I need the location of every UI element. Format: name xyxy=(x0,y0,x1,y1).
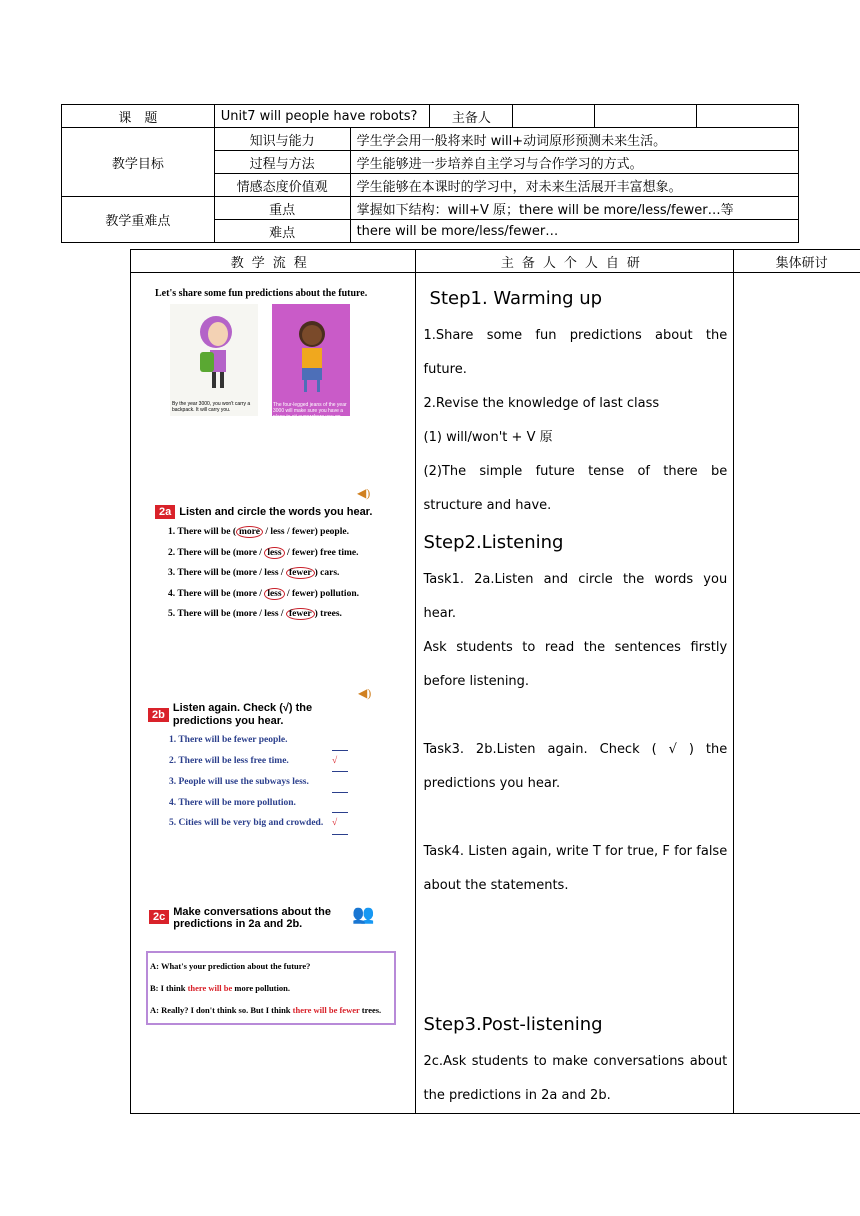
keypoints-label: 教学重难点 xyxy=(62,197,215,243)
objective-text: 学生能够在本课时的学习中，对未来生活展开丰富想象。 xyxy=(350,174,798,197)
speaker-icon: ◀) xyxy=(357,486,371,500)
circled-word: more xyxy=(236,526,263,538)
circled-word: less xyxy=(264,588,284,600)
check-mark: √ xyxy=(332,751,348,773)
step3-item: 2c.Ask students to make conversations about the predictions in 2a and 2b. xyxy=(423,1054,728,1103)
keypoint-text: 掌握如下结构：will+V 原；there will be more/less/fewer…等 xyxy=(350,197,798,220)
exercise-2b-item: 3. People will use the subways less. xyxy=(169,772,383,793)
lesson-info-table xyxy=(61,104,799,243)
exercise-2b-item: 2. There will be less free time. √ xyxy=(169,751,383,773)
circled-word: fewer xyxy=(286,567,315,579)
exercise-2c-title: Make conversations about the predictions in 2a and 2b. xyxy=(173,906,331,930)
header-self-study: 主备人个人自研 xyxy=(415,250,734,273)
objective-text: 学生学会用一般将来时 will+动词原形预测未来生活。 xyxy=(350,128,798,151)
objective-aspect: 过程与方法 xyxy=(214,151,350,174)
exercise-2c-panel xyxy=(146,906,396,1025)
backpack-cartoon xyxy=(170,304,258,416)
circled-word: less xyxy=(264,547,284,559)
exercise-2b-item: 5. Cities will be very big and crowded. √ xyxy=(169,813,383,835)
conversation-line: A: Really? I don't think so. But I think there will be fewer trees. xyxy=(150,1005,382,1015)
objective-aspect: 情感态度价值观 xyxy=(214,174,350,197)
check-mark: √ xyxy=(332,813,348,835)
step1-item: (2)The simple future tense of there be structure and have. xyxy=(423,464,728,513)
check-mark xyxy=(332,772,348,793)
exercise-2a-sentence: 4. There will be (more / less / fewer) pollution. xyxy=(168,588,359,599)
task3-text: Task3. 2b.Listen again. Check ( √ ) the predictions you hear. xyxy=(423,742,728,791)
step1-item: (1) will/won't + V 原 xyxy=(423,430,553,445)
people-icon: 👥 xyxy=(352,904,375,924)
keypoint-aspect: 重点 xyxy=(214,197,350,220)
step1-heading: Step1. Warming up xyxy=(429,288,603,309)
share-title: Let's share some fun predictions about the future. xyxy=(155,288,368,299)
step2-heading: Step2.Listening xyxy=(423,532,564,553)
exercise-2b-title: Listen again. Check (√) the predictions you hear. xyxy=(172,702,313,727)
badge-2c: 2c xyxy=(149,910,169,924)
exercise-2a-panel xyxy=(155,486,385,625)
speaker-icon: ◀) xyxy=(358,686,372,700)
task1-text: Task1. 2a.Listen and circle the words you hear. xyxy=(423,572,728,621)
exercise-2b-item: 4. There will be more pollution. xyxy=(169,793,383,814)
preparer-label: 主备人 xyxy=(430,105,513,128)
step1-item: 2.Revise the knowledge of last class xyxy=(423,396,660,411)
conversation-line: B: I think there will be more pollution. xyxy=(150,983,290,993)
exercise-2a-sentence: 1. There will be ( more / less / fewer) people. xyxy=(168,527,349,537)
exercise-2a-sentence: 5. There will be (more / less / fewer ) trees. xyxy=(168,609,342,619)
objective-text: 学生能够进一步培养自主学习与合作学习的方式。 xyxy=(350,151,798,174)
badge-2b: 2b xyxy=(148,708,169,722)
subject-label: 课 题 xyxy=(62,105,215,128)
share-predictions-panel xyxy=(155,288,385,420)
step3-heading: Step3.Post-listening xyxy=(423,1014,603,1035)
step1-item: 1.Share some fun predictions about the future. xyxy=(423,328,728,377)
circled-word: fewer xyxy=(286,608,315,620)
objectives-label: 教学目标 xyxy=(62,128,215,197)
exercise-2b-panel xyxy=(148,686,383,835)
share-caption1: By the year 3000, you won't carry a backpack. It will carry you. xyxy=(172,401,251,413)
objective-aspect: 知识与能力 xyxy=(214,128,350,151)
group-discussion-cell xyxy=(734,273,860,1114)
header-process: 教学流程 xyxy=(131,250,416,273)
check-mark xyxy=(332,793,348,814)
subject-value: Unit7 will people have robots? xyxy=(214,105,430,128)
header-group-discussion: 集体研讨 xyxy=(734,250,860,273)
exercise-2a-sentence: 3. There will be (more / less / fewer ) cars. xyxy=(168,568,340,578)
keypoint-text: there will be more/less/fewer… xyxy=(350,220,798,243)
conversation-box xyxy=(146,951,396,1025)
badge-2a: 2a xyxy=(155,505,175,519)
jeans-cartoon xyxy=(272,304,350,420)
keypoint-aspect: 难点 xyxy=(214,220,350,243)
task1-note: Ask students to read the sentences firstly before listening. xyxy=(423,640,728,689)
check-mark xyxy=(332,730,348,751)
blank-cell xyxy=(697,105,799,128)
task4-text: Task4. Listen again, write T for true, F for false about the statements. xyxy=(423,844,728,893)
exercise-2a-sentence: 2. There will be (more / less / fewer) free time. xyxy=(168,547,359,558)
blank-cell xyxy=(595,105,697,128)
share-caption2: The four-legged jeans of the year 3000 will make sure you have a place to sit everywhere you go. xyxy=(273,402,347,420)
exercise-2a-title: Listen and circle the words you hear. xyxy=(179,506,373,518)
blank-cell xyxy=(513,105,595,128)
exercise-2b-item: 1. There will be fewer people. xyxy=(169,730,383,751)
conversation-line: A: What's your prediction about the future? xyxy=(150,961,311,971)
self-study-cell xyxy=(415,273,734,1114)
